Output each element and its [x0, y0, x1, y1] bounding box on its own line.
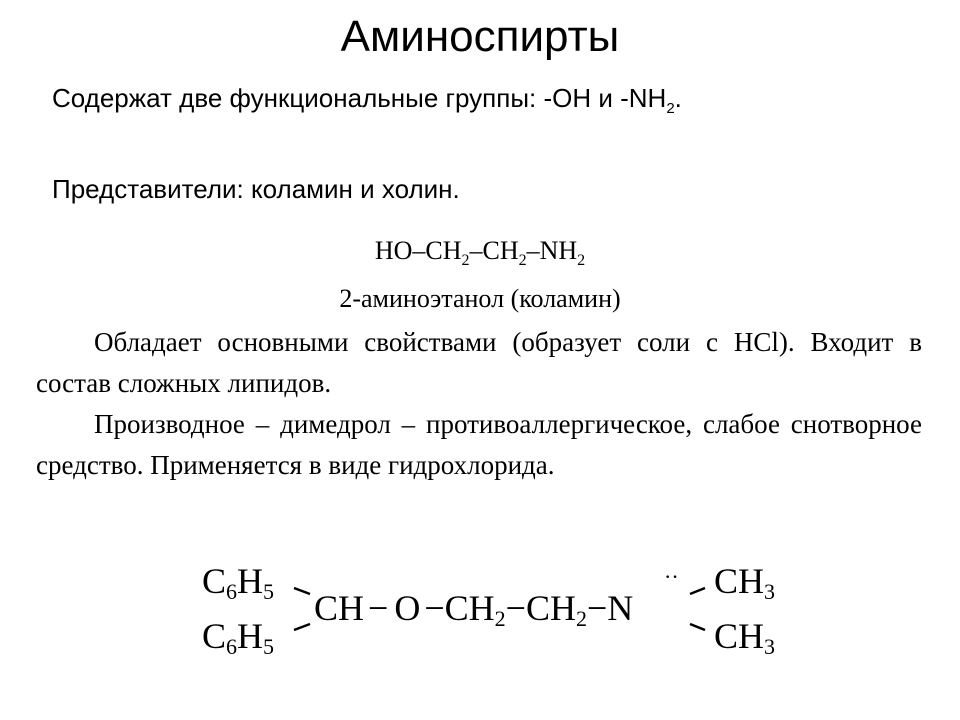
slide-title: Аминоспирты — [340, 12, 620, 61]
formula-part: –CH — [469, 236, 519, 265]
functional-groups-label: Содержат две функциональные группы: -ОН и -NH — [52, 83, 667, 113]
phenyl-bottom: C6H5 — [202, 616, 275, 659]
paragraph-basic-properties: Обладает основными свойствами (образует соли с HCl). Входит в состав сложных липидов. — [36, 327, 922, 398]
paragraph-dimedrol: Производное – димедрол – противоаллергическое, слабое снотворное средство. Применяется в виде гидрохлорида. — [36, 409, 922, 480]
colamine-formula — [0, 236, 960, 269]
dimedrol-structure — [0, 550, 960, 680]
colamine-name: 2-аминоэтанол (коламин) — [339, 284, 621, 313]
bond-line — [690, 588, 705, 594]
formula-part: –NH — [526, 236, 578, 265]
bond-line — [294, 588, 310, 594]
methyl-bottom: CH3 — [714, 616, 776, 659]
bond-line — [294, 624, 310, 630]
functional-groups-sub: 2 — [666, 100, 675, 117]
bond-line — [690, 624, 705, 630]
functional-groups-end: . — [674, 83, 682, 113]
main-chain: CH − O −CH2−CH2−N — [314, 588, 634, 631]
phenyl-top: C6H5 — [202, 561, 275, 604]
formula-sub: 2 — [518, 252, 527, 269]
formula-part: HO–CH — [374, 236, 462, 265]
lone-pair: ·· — [664, 564, 679, 589]
formula-sub: 2 — [577, 252, 586, 269]
functional-groups-text — [52, 80, 892, 116]
formula-sub: 2 — [461, 252, 470, 269]
representatives-text: Представители: коламин и холин. — [52, 174, 460, 204]
methyl-top: CH3 — [714, 561, 776, 604]
